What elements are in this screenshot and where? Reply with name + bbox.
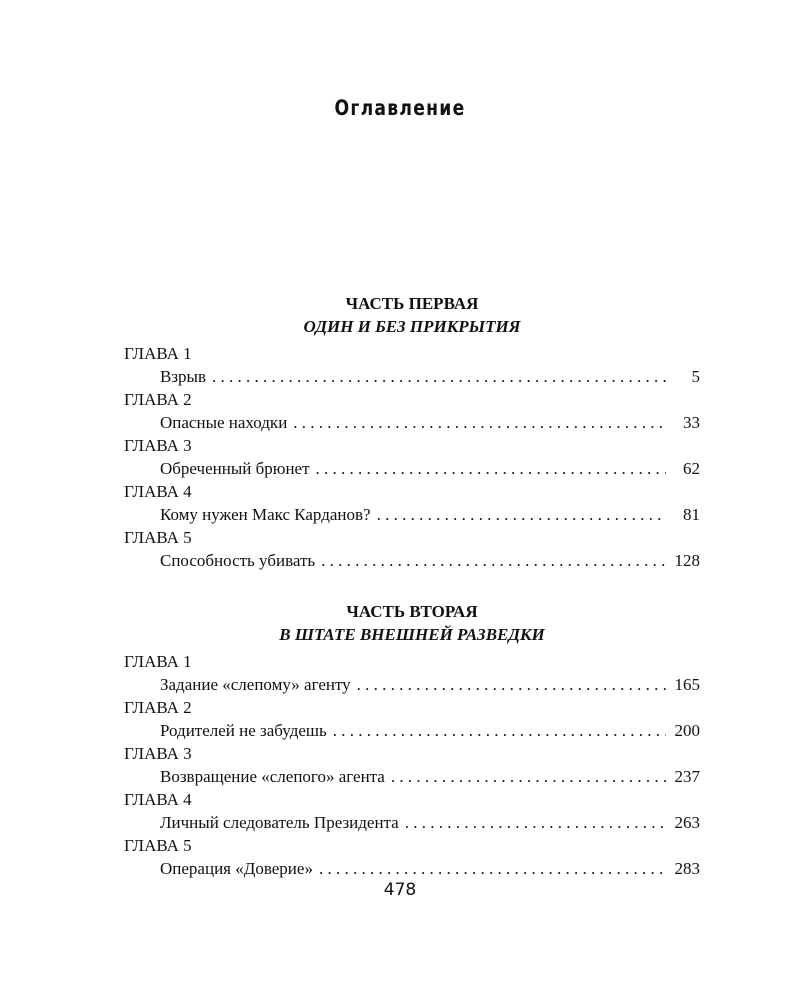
chapter-title: Взрыв [160,367,207,386]
toc-entry [124,811,700,834]
chapter-page: 128 [674,551,700,570]
part-two [124,600,700,880]
chapter-title: Личный следователь Президента [160,813,399,832]
chapter-label: ГЛАВА 1 [124,344,192,363]
toc-entry [124,719,700,742]
chapter-title: Задание «слепому» агенту [160,675,351,694]
chapter-page: 263 [674,813,700,832]
toc-chapter [124,434,700,480]
dot-leader [357,673,666,696]
toc-chapter [124,342,700,388]
chapter-title: Кому нужен Макс Карданов? [160,505,371,524]
part-heading [124,292,700,338]
dot-leader [333,719,666,742]
toc-entry [124,457,700,480]
part-label: ЧАСТЬ ВТОРАЯ [346,602,478,621]
toc-entry [124,549,700,572]
chapter-page: 237 [674,767,700,786]
toc-chapter [124,480,700,526]
dot-leader [377,503,666,526]
chapter-page: 81 [683,505,700,524]
dot-leader [316,457,666,480]
toc-chapter [124,788,700,834]
chapter-label: ГЛАВА 2 [124,698,192,717]
chapter-label: ГЛАВА 1 [124,652,192,671]
chapter-title: Обреченный брюнет [160,459,310,478]
dot-leader [321,549,666,572]
chapter-label: ГЛАВА 4 [124,790,192,809]
chapter-title: Операция «Доверие» [160,859,313,878]
part-heading [124,600,700,646]
dot-leader [293,411,666,434]
page-title: Оглавление [334,96,466,120]
toc-entry [124,765,700,788]
toc-chapter [124,526,700,572]
dot-leader [212,365,666,388]
page-number: 478 [383,880,417,900]
dot-leader [405,811,666,834]
chapter-title: Опасные находки [160,413,288,432]
chapter-title: Возвращение «слепого» агента [160,767,385,786]
part-subtitle: В ШТАТЕ ВНЕШНЕЙ РАЗВЕДКИ [279,625,545,644]
chapter-page: 5 [691,367,700,386]
toc-chapter [124,650,700,696]
toc-entry [124,365,700,388]
dot-leader [391,765,666,788]
toc-entry [124,411,700,434]
part-label: ЧАСТЬ ПЕРВАЯ [345,294,479,313]
dot-leader [319,857,666,880]
chapter-page: 283 [674,859,700,878]
chapter-label: ГЛАВА 2 [124,390,192,409]
toc-entry [124,503,700,526]
toc-chapter [124,834,700,880]
toc-entry [124,673,700,696]
toc-chapter [124,388,700,434]
part-subtitle: ОДИН И БЕЗ ПРИКРЫТИЯ [303,317,521,336]
chapter-label: ГЛАВА 4 [124,482,192,501]
table-of-contents [124,292,700,888]
toc-chapter [124,696,700,742]
chapter-label: ГЛАВА 5 [124,836,192,855]
chapter-page: 165 [674,675,700,694]
chapter-label: ГЛАВА 3 [124,744,192,763]
toc-entry [124,857,700,880]
chapter-label: ГЛАВА 3 [124,436,192,455]
part-one [124,292,700,572]
chapter-title: Родителей не забудешь [160,721,327,740]
chapter-page: 200 [674,721,700,740]
chapter-label: ГЛАВА 5 [124,528,192,547]
chapter-page: 62 [683,459,700,478]
chapter-page: 33 [683,413,700,432]
toc-chapter [124,742,700,788]
chapter-title: Способность убивать [160,551,316,570]
